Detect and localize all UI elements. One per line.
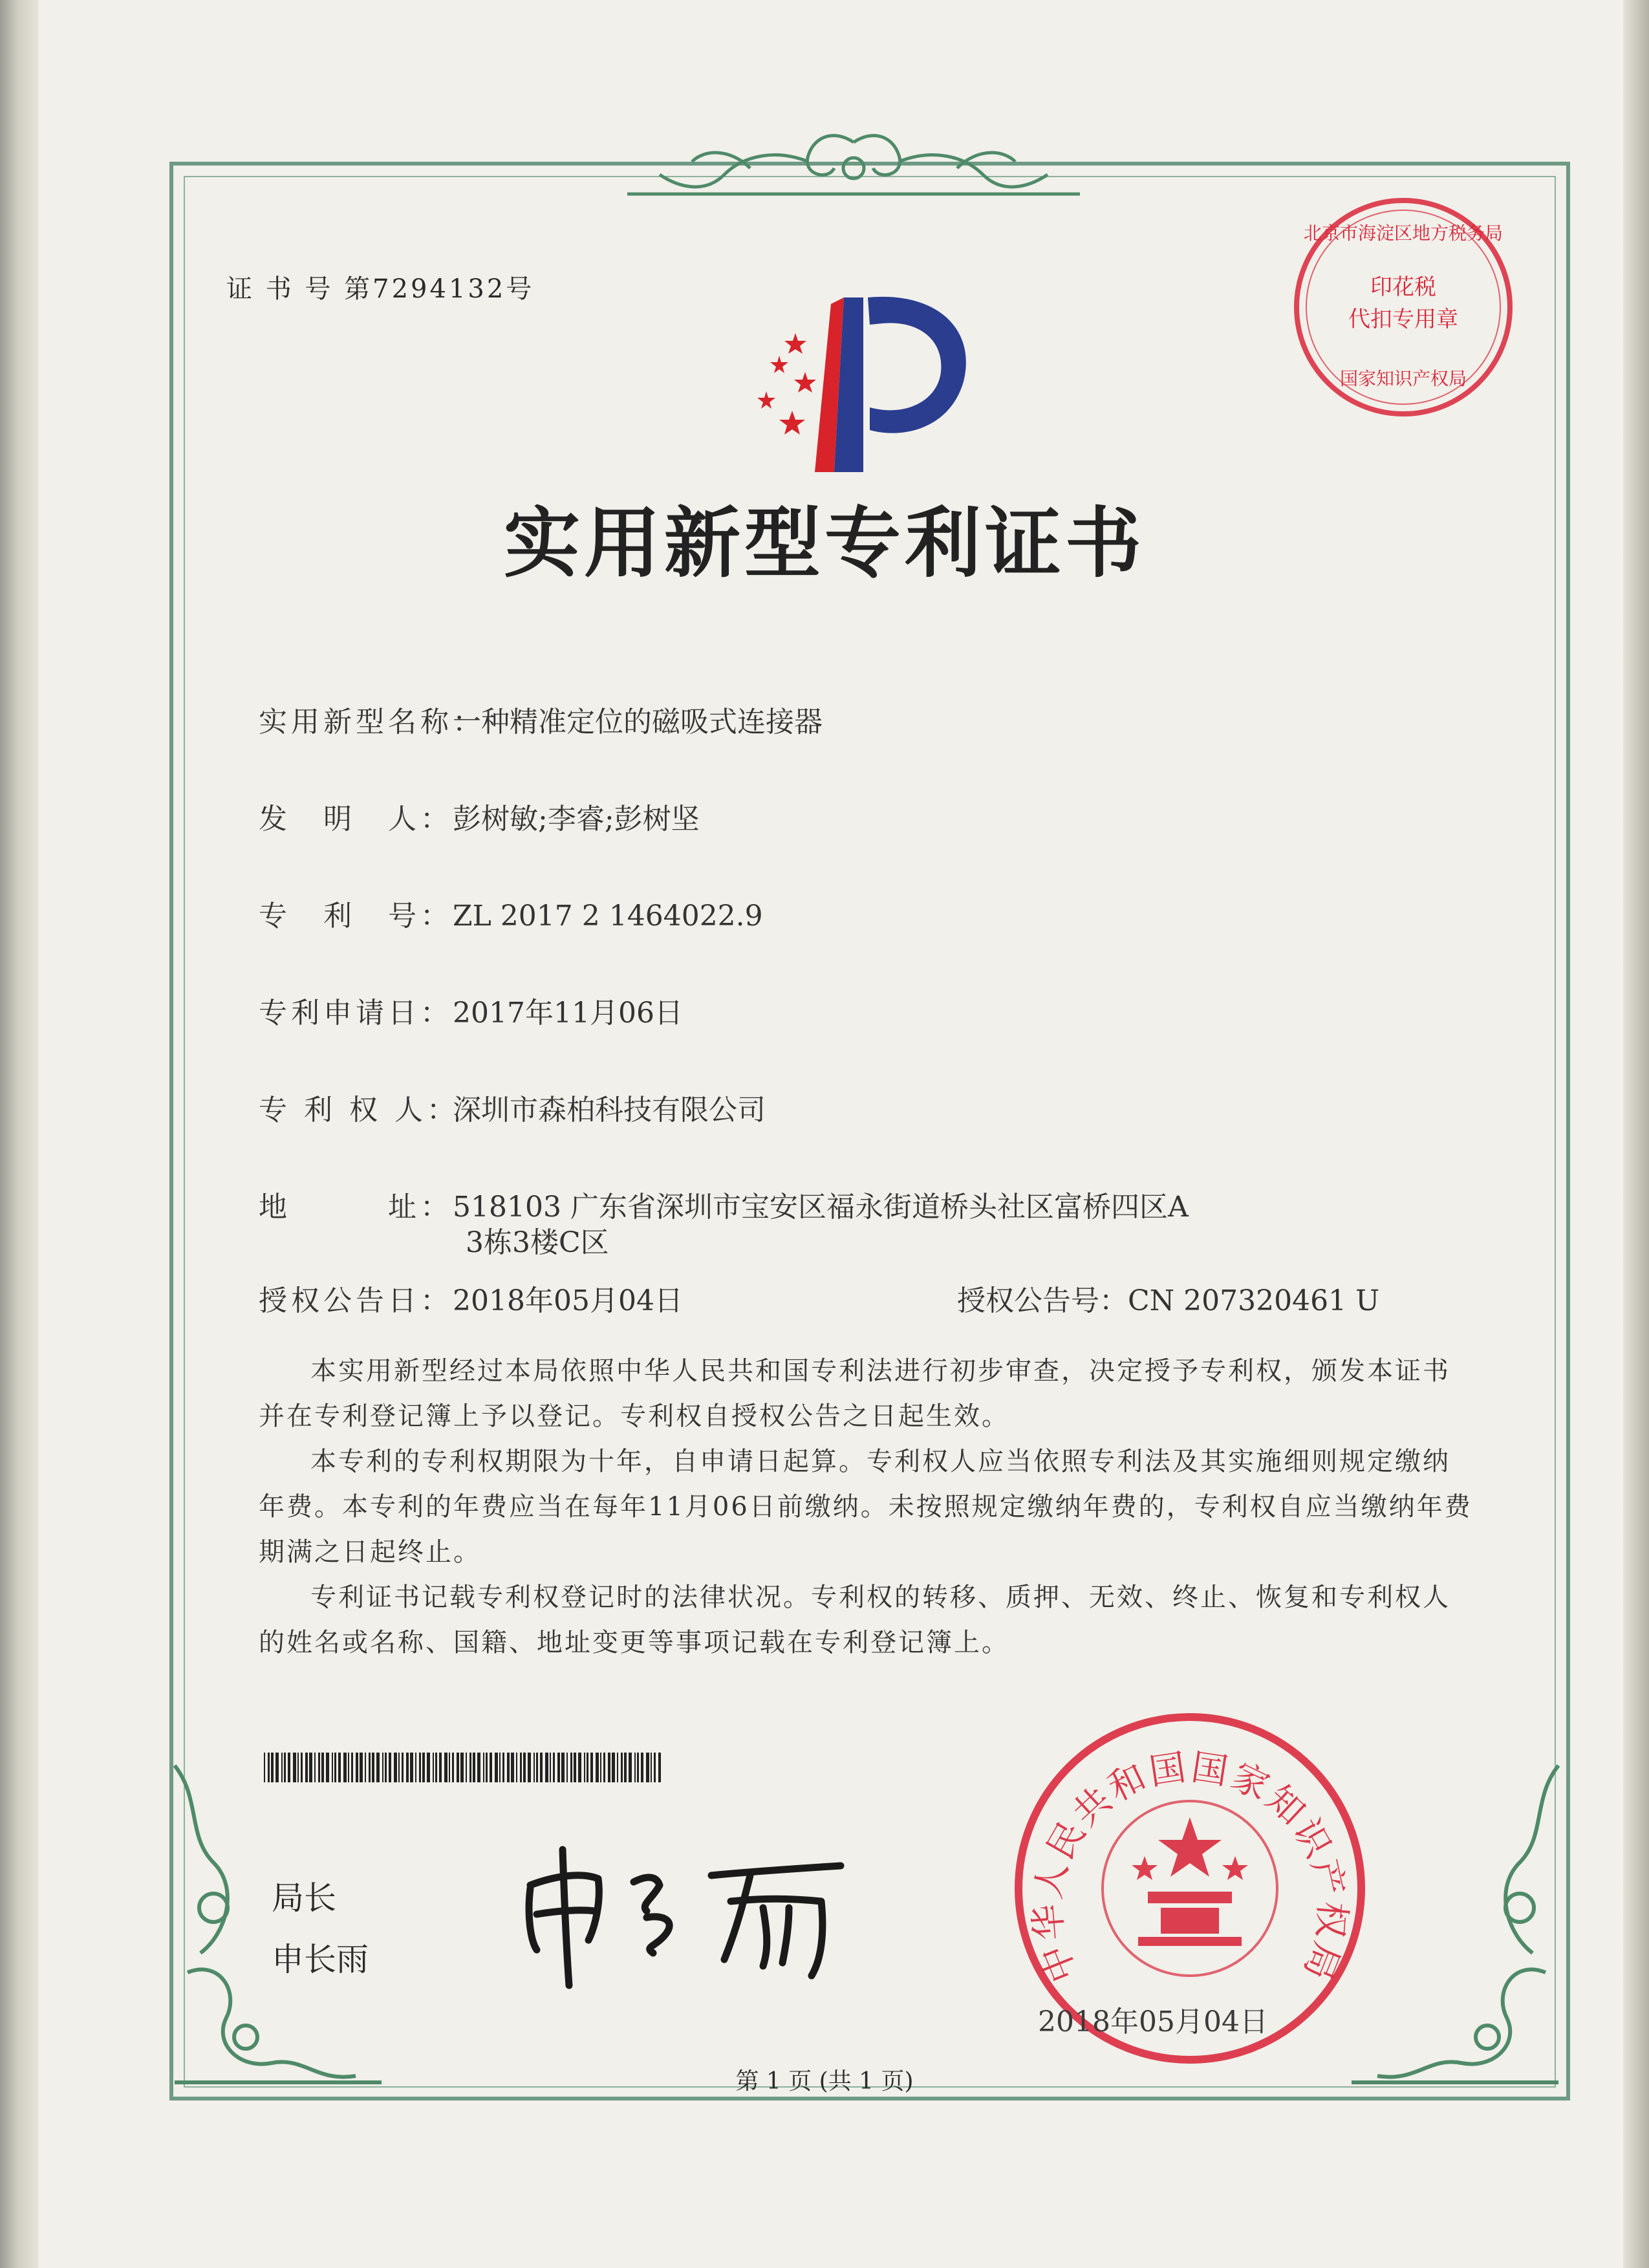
small-seal-bottom: 国家知识产权局	[1339, 368, 1467, 389]
patent-number-label: 专 利 号：	[259, 900, 453, 933]
announcement-date-label: 授权公告日：	[259, 1284, 453, 1317]
address-row	[259, 1183, 1189, 1225]
address-value-line1: 518103 广东省深圳市宝安区福永街道桥头社区富桥四区A	[453, 1191, 1189, 1224]
inventor-value: 彭树敏;李睿;彭树坚	[453, 803, 700, 836]
patent-number-value: ZL 2017 2 1464022.9	[453, 900, 763, 933]
director-title: 局长	[272, 1879, 336, 1917]
patent-number-row	[259, 892, 763, 934]
page-number: 第 1 页 (共 1 页)	[735, 2068, 914, 2095]
big-seal-text: 中华人民共和国国家知识产权局	[1026, 1746, 1353, 1989]
patentee-value: 深圳市森柏科技有限公司	[453, 1094, 766, 1127]
bottom-right-ornament-icon	[1339, 1746, 1571, 2102]
small-seal-outer: 北京市海淀区地方税务局	[1303, 222, 1503, 244]
paragraph-2: 本专利的专利权期限为十年，自申请日起算。专利权人应当依照专利法及其实施细则规定缴纳年费。本专利的年费应当在每年11月06日前缴纳。未按照规定缴纳年费的，专利权自应当缴纳年费期满之日起终止。	[259, 1447, 1472, 1567]
announcement-number-value: CN 207320461 U	[1128, 1284, 1380, 1317]
address-label: 地 址：	[259, 1191, 453, 1224]
announcement-date-row	[259, 1277, 683, 1319]
bottom-left-ornament-icon	[162, 1746, 394, 2102]
announcement-number-label: 授权公告号：	[957, 1284, 1128, 1317]
utility-model-name-row	[259, 698, 823, 740]
certificate-number: 证 书 号 第7294132号	[226, 274, 535, 304]
application-date-value: 2017年11月06日	[453, 997, 683, 1030]
announcement-number-row	[957, 1277, 1379, 1319]
utility-model-name-value: 一种精准定位的磁吸式连接器	[453, 706, 823, 739]
patentee-row	[259, 1086, 766, 1128]
patentee-label: 专 利 权 人：	[259, 1094, 459, 1127]
inventor-row	[259, 795, 700, 837]
top-ornament-icon	[621, 123, 1086, 207]
address-value-line2: 3栋3楼C区	[466, 1226, 609, 1259]
application-date-row	[259, 989, 683, 1031]
director-signature-icon	[517, 1837, 854, 1992]
utility-model-name-label: 实用新型名称：	[259, 706, 485, 739]
stamp-duty-seal-icon	[1287, 191, 1520, 424]
binding-edge	[0, 0, 39, 2268]
director-name: 申长雨	[272, 1941, 369, 1978]
paragraph-3: 专利证书记载专利权登记时的法律状况。专利权的转移、质押、无效、终止、恢复和专利权人的姓名或名称、国籍、地址变更等事项记载在专利登记簿上。	[259, 1582, 1450, 1658]
small-seal-inner-2: 代扣专用章	[1348, 307, 1458, 332]
seal-date: 2018年05月04日	[1038, 2005, 1268, 2038]
inventor-label: 发 明 人：	[259, 803, 453, 836]
paragraph-1: 本实用新型经过本局依照中华人民共和国专利法进行初步审查，决定授予专利权，颁发本证书并在专利登记簿上予以登记。专利权自授权公告之日起生效。	[259, 1356, 1450, 1431]
application-date-label: 专利申请日：	[259, 997, 453, 1030]
certificate-title: 实用新型专利证书	[503, 498, 1145, 588]
page-edge	[1623, 0, 1649, 2268]
cnipa-logo-icon	[731, 278, 1015, 472]
svg-text:中华人民共和国国家知识产权局	[1026, 1746, 1353, 1988]
small-seal-inner-1: 印花税	[1370, 274, 1436, 300]
announcement-date-value: 2018年05月04日	[453, 1284, 683, 1317]
